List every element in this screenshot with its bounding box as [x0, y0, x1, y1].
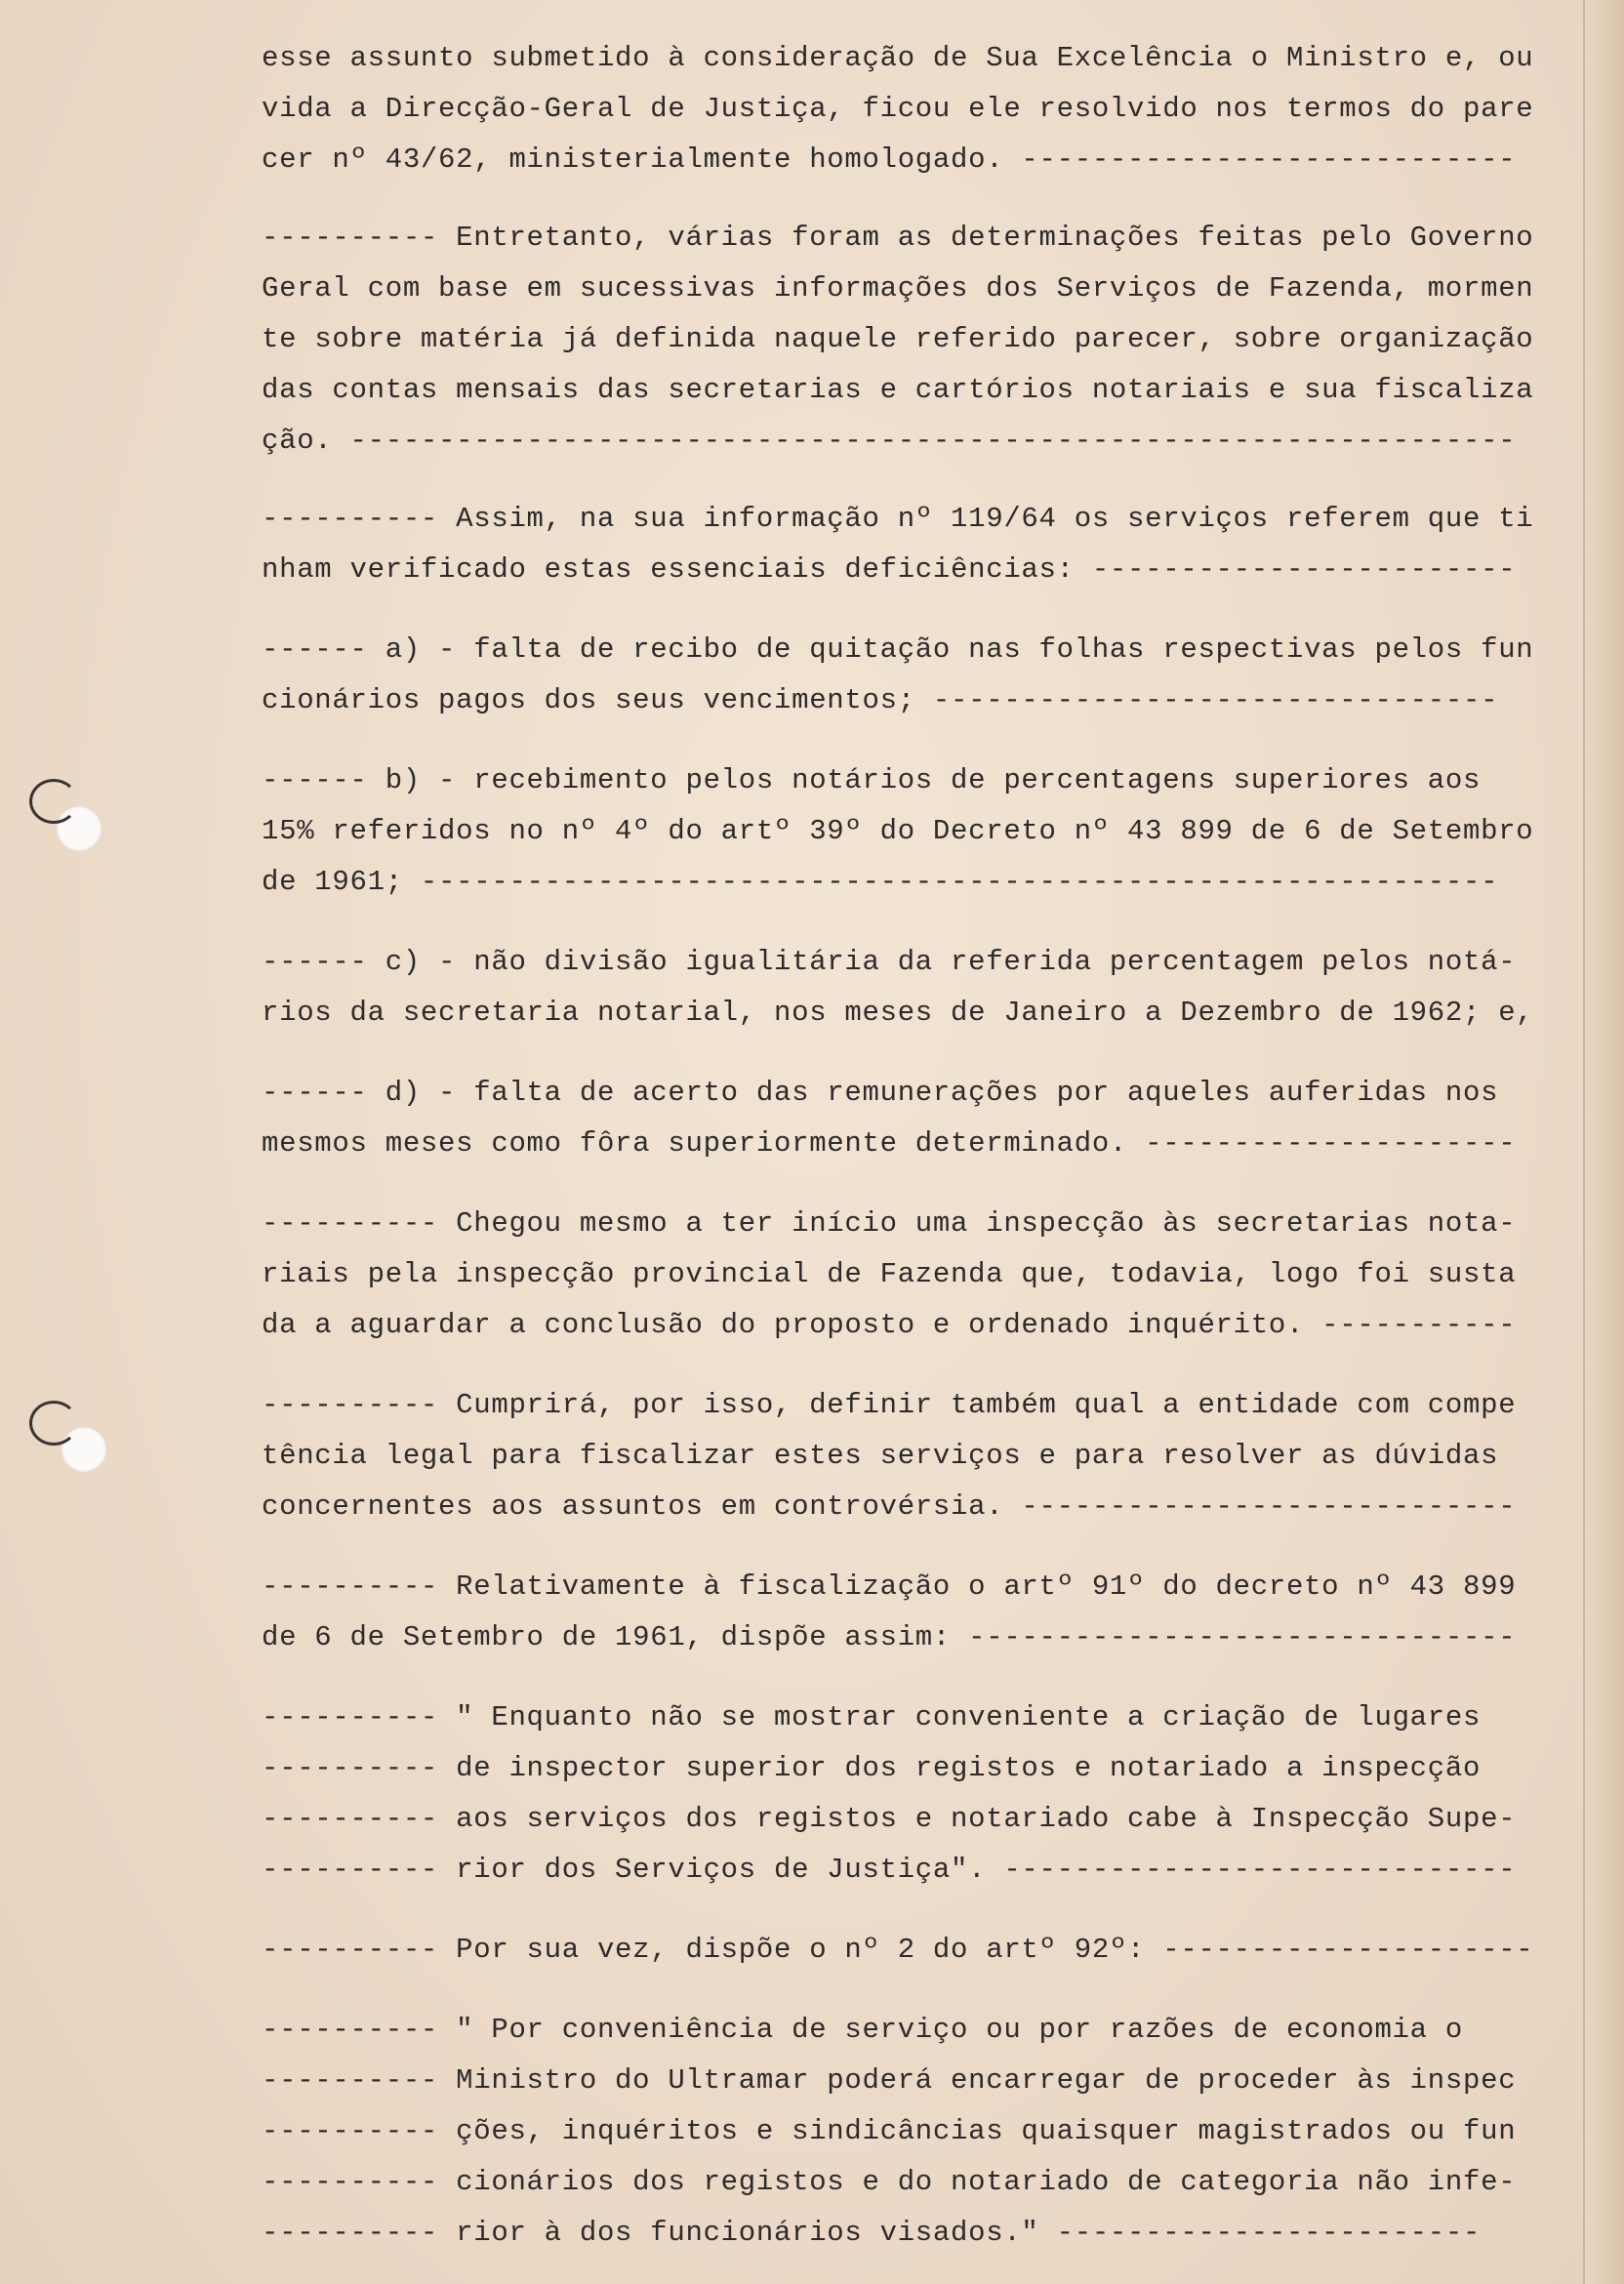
text-line: esse assunto submetido à consideração de Sua Excelência o Ministro e, ou: [262, 42, 1534, 74]
text-line: cionários pagos dos seus vencimentos; --------------------------------: [262, 684, 1499, 716]
text-line: ---------- Cumprirá, por isso, definir também qual a entidade com compe: [262, 1389, 1517, 1421]
text-line: ---------- de inspector superior dos registos e notariado a inspecção: [262, 1752, 1482, 1784]
text-line: ------ c) - não divisão igualitária da referida percentagem pelos notá-: [262, 946, 1517, 978]
text-line: ------ a) - falta de recibo de quitação nas folhas respectivas pelos fun: [262, 633, 1534, 666]
text-line: 15% referidos no nº 4º do artº 39º do Decreto nº 43 899 de 6 de Setembro: [262, 815, 1534, 847]
text-line: ---------- aos serviços dos registos e notariado cabe à Inspecção Supe-: [262, 1803, 1517, 1835]
text-line: mesmos meses como fôra superiormente determinado. ---------------------: [262, 1127, 1517, 1160]
text-line: riais pela inspecção provincial de Fazenda que, todavia, logo foi susta: [262, 1258, 1517, 1290]
punch-ring-bottom: [29, 1401, 78, 1446]
text-line: nham verificado estas essenciais deficiências: ------------------------: [262, 553, 1517, 586]
text-line: tência legal para fiscalizar estes serviços e para resolver as dúvidas: [262, 1440, 1499, 1472]
text-line: ---------- cionários dos registos e do notariado de categoria não infe-: [262, 2166, 1517, 2198]
text-line: rios da secretaria notarial, nos meses de Janeiro a Dezembro de 1962; e,: [262, 997, 1534, 1029]
text-line: ---------- Por sua vez, dispõe o nº 2 do artº 92º: ---------------------: [262, 1934, 1534, 1966]
text-line: ------ d) - falta de acerto das remunerações por aqueles auferidas nos: [262, 1077, 1499, 1109]
text-line: Geral com base em sucessivas informações dos Serviços de Fazenda, mormen: [262, 272, 1534, 305]
text-line: ---------- ções, inquéritos e sindicâncias quaisquer magistrados ou fun: [262, 2115, 1517, 2147]
text-line: te sobre matéria já definida naquele referido parecer, sobre organização: [262, 323, 1534, 355]
text-line: ---------- " Por conveniência de serviço ou por razões de economia o: [262, 2014, 1463, 2046]
text-line: ---------- Entretanto, várias foram as determinações feitas pelo Governo: [262, 222, 1534, 254]
text-line: das contas mensais das secretarias e cartórios notariais e sua fiscaliza: [262, 374, 1534, 406]
text-line: da a aguardar a conclusão do proposto e ordenado inquérito. -----------: [262, 1309, 1517, 1341]
punch-ring-top: [29, 779, 78, 824]
text-line: ---------- Assim, na sua informação nº 119/64 os serviços referem que ti: [262, 503, 1534, 535]
text-line: ção. ------------------------------------------------------------------: [262, 425, 1517, 457]
text-line: ---------- rior à dos funcionários visados." ------------------------: [262, 2217, 1482, 2249]
text-line: vida a Direcção-Geral de Justiça, ficou ele resolvido nos termos do pare: [262, 93, 1534, 125]
text-line: de 1961; -------------------------------------------------------------: [262, 866, 1499, 898]
text-line: concernentes aos assuntos em controvérsia. ----------------------------: [262, 1490, 1517, 1523]
text-line: ---------- Relativamente à fiscalização o artº 91º do decreto nº 43 899: [262, 1570, 1517, 1603]
text-line: ---------- rior dos Serviços de Justiça". -----------------------------: [262, 1854, 1517, 1886]
text-line: cer nº 43/62, ministerialmente homologado. ----------------------------: [262, 143, 1517, 176]
paper-edge: [1583, 0, 1624, 2284]
text-line: ------ b) - recebimento pelos notários de percentagens superiores aos: [262, 764, 1482, 796]
text-line: ---------- Chegou mesmo a ter início uma inspecção às secretarias nota-: [262, 1207, 1517, 1240]
text-line: de 6 de Setembro de 1961, dispõe assim: -------------------------------: [262, 1621, 1517, 1653]
text-line: ---------- Ministro do Ultramar poderá encarregar de proceder às inspec: [262, 2064, 1517, 2097]
text-line: ---------- " Enquanto não se mostrar conveniente a criação de lugares: [262, 1701, 1482, 1733]
